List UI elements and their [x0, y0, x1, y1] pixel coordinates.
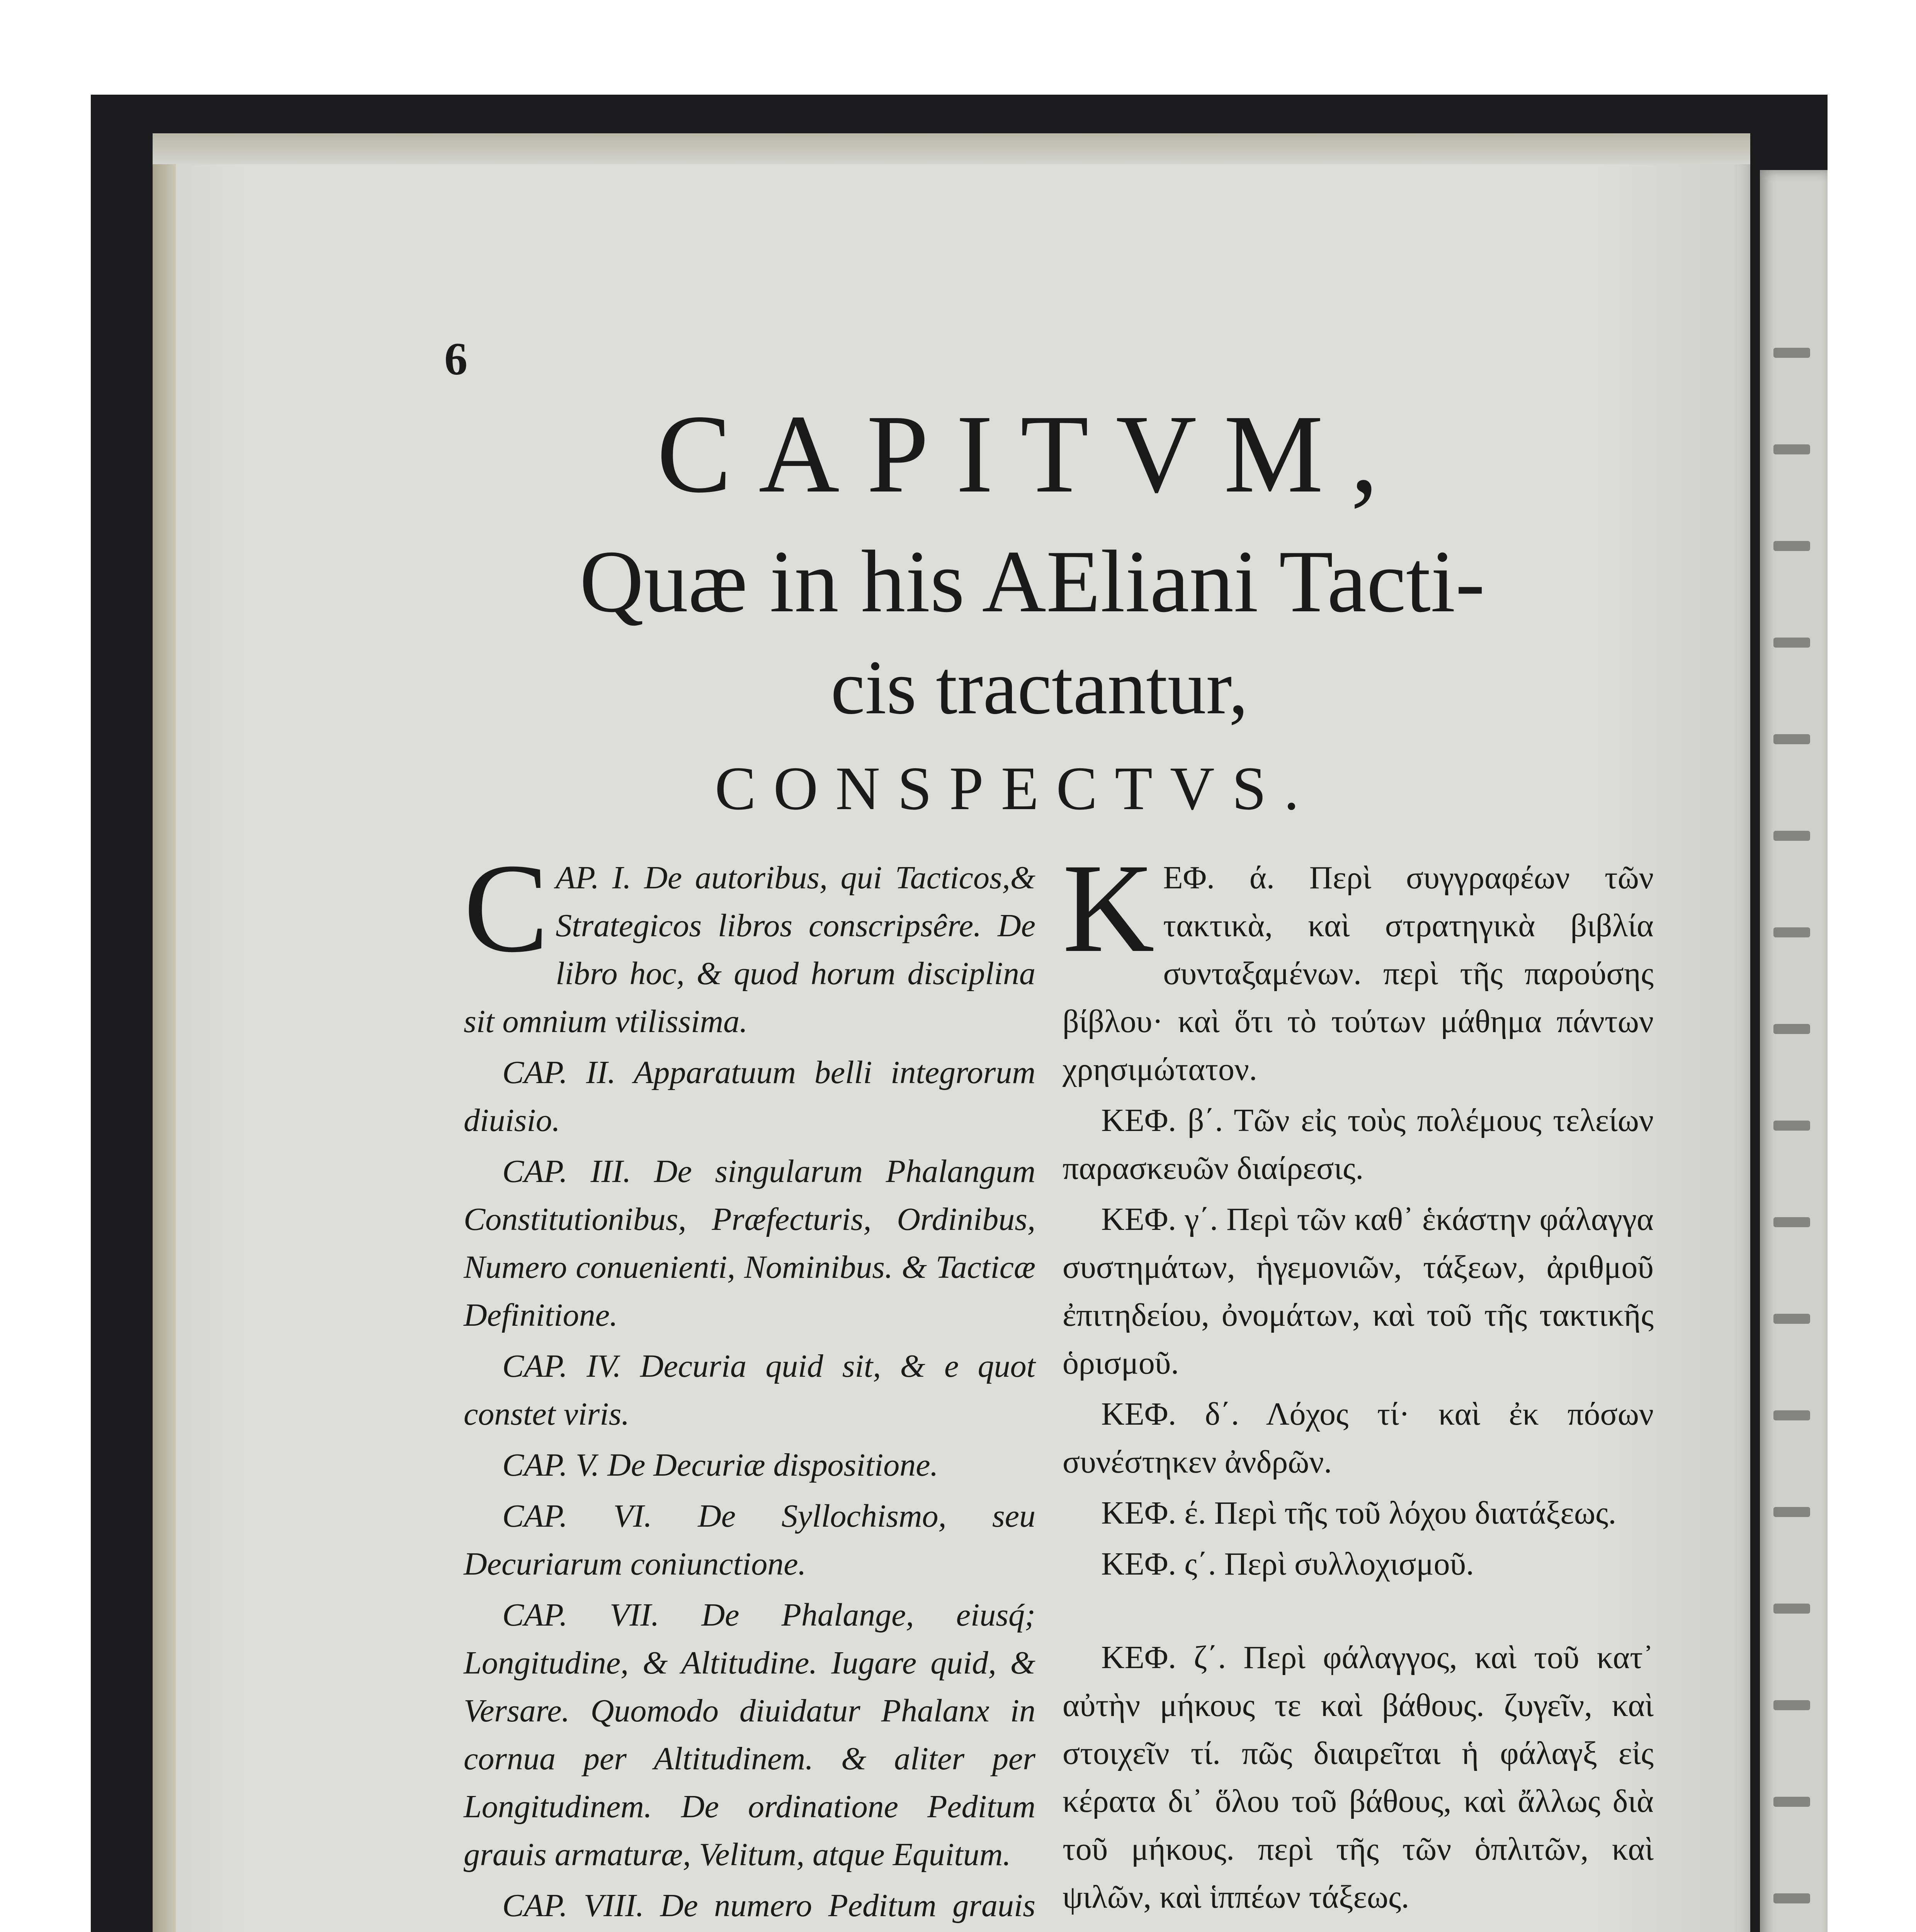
greek-chapter-text: ΕΦ. ά. Περὶ συγγραφέων τῶν τακτικὰ, καὶ στρατηγικὰ βιβλία συνταξαμένων. περὶ τῆς παρούσης βίβλου· καὶ ὅτι τὸ τούτων μάθημα πάντων χρησιμώτατον. [1063, 860, 1654, 1087]
greek-dropcap: K [1063, 838, 1155, 979]
greek-chapter-entry [1063, 838, 1654, 1094]
greek-column [1063, 838, 1654, 1932]
latin-chapter-entry: CAP. II. Apparatuum belli integrorum diuisio. [464, 1054, 1035, 1138]
facing-page-text-fragment [1773, 1024, 1810, 1034]
greek-chapter-entry: ΚΕΦ. δ΄. Λόχος τί· καὶ ἐκ πόσων συνέστηκεν ἀνδρῶν. [1063, 1396, 1654, 1480]
latin-column [464, 838, 1035, 1932]
greek-chapter-entry: ΚΕΦ. γ΄. Περὶ τῶν καθ᾽ ἑκάστην φάλαγγα συστημάτων, ἡγεμονιῶν, τάξεων, ἀριθμοῦ ἐπιτηδείου, ὀνομάτων, καὶ τοῦ τῆς τακτικῆς ὁρισμοῦ. [1063, 1201, 1654, 1381]
facing-page-edge [1760, 170, 1828, 1932]
latin-chapter-entry [464, 838, 1035, 1046]
facing-page-text-fragment [1773, 1604, 1810, 1614]
facing-page-text-fragment [1773, 638, 1810, 648]
facing-page-text-fragment [1773, 1893, 1810, 1903]
latin-chapter-entry: CAP. VII. De Phalange, eiusq́; Longitudine, & Altitudine. Iugare quid, & Versare. Quomodo diuidatur Phalanx in cornua per Altitudinem. & aliter per Longitudinem. De ordinatione Peditum grauis armaturæ, Velitum, atque Equitum. [464, 1597, 1035, 1872]
latin-chapter-entry: CAP. III. De singularum Phalangum Constitutionibus, Præfecturis, Ordinibus, Numero conuenienti, Nominibus. & Tacticæ Definitione. [464, 1153, 1035, 1333]
greek-chapter-entry: ΚΕΦ. ζ΄. Περὶ φάλαγγος, καὶ τοῦ κατ᾽ αὐτὴν μήκους τε καὶ βάθους. ζυγεῖν, καὶ στοιχεῖν τί. πῶς διαιρεῖται ἡ φάλαγξ εἰς κέρατα δι᾽ ὅλου τοῦ βάθους, καὶ ἄλλως διὰ τοῦ μήκους. περὶ τῆς τῶν ὁπλιτῶν, καὶ ψιλῶν, καὶ ἱππέων τάξεως. [1063, 1639, 1654, 1915]
facing-page-text-fragment [1773, 1797, 1810, 1807]
facing-page-text-fragment [1773, 734, 1810, 744]
facing-page-text-fragment [1773, 1700, 1810, 1710]
column-gap [1063, 1924, 1654, 1932]
latin-chapter-entry: CAP. VI. De Syllochismo, seu Decuriarum coniunctione. [464, 1498, 1035, 1582]
latin-chapter-entry: CAP. VIII. De numero Peditum grauis [502, 1888, 1035, 1923]
page-title: CAPITVM, [657, 392, 1406, 516]
page-number: 6 [444, 333, 468, 384]
facing-page-text-fragment [1773, 1217, 1810, 1227]
conspectus-heading: CONSPECTVS. [715, 754, 1317, 823]
facing-page-text-fragment [1773, 1410, 1810, 1420]
greek-chapter-entry: ΚΕΦ. ς΄. Περὶ συλλοχισμοῦ. [1101, 1546, 1474, 1582]
facing-page-text-fragment [1773, 348, 1810, 358]
facing-page-text-fragment [1773, 1507, 1810, 1517]
facing-page-text-fragment [1773, 1314, 1810, 1324]
page-top-edge [153, 133, 1750, 164]
subtitle-line-2: cis tractantur, [831, 645, 1248, 730]
latin-dropcap: C [464, 838, 549, 979]
column-gap [1063, 1591, 1654, 1634]
greek-chapter-entry: ΚΕΦ. β΄. Τῶν εἰς τοὺς πολέμους τελείων παρασκευῶν διαίρεσις. [1063, 1102, 1654, 1186]
page-binding-edge [153, 133, 176, 1932]
facing-page-text-fragment [1773, 541, 1810, 551]
latin-chapter-text: AP. I. De autoribus, qui Tacticos,& Strategicos libros conscripsêre. De libro hoc, & quod horum disciplina sit omnium vtilissima. [464, 860, 1035, 1039]
facing-page-text-fragment [1773, 927, 1810, 937]
latin-chapter-entry: CAP. IV. Decuria quid sit, & e quot constet viris. [464, 1348, 1035, 1432]
facing-page-text-fragment [1773, 1121, 1810, 1131]
facing-page-text-fragment [1773, 444, 1810, 454]
latin-chapter-entry: CAP. V. De Decuriæ dispositione. [502, 1447, 938, 1483]
greek-chapter-entry: ΚΕΦ. έ. Περὶ τῆς τοῦ λόχου διατάξεως. [1101, 1495, 1617, 1531]
facing-page-text-fragment [1773, 831, 1810, 841]
subtitle-line-1: Quæ in his AEliani Tacti- [580, 532, 1485, 631]
